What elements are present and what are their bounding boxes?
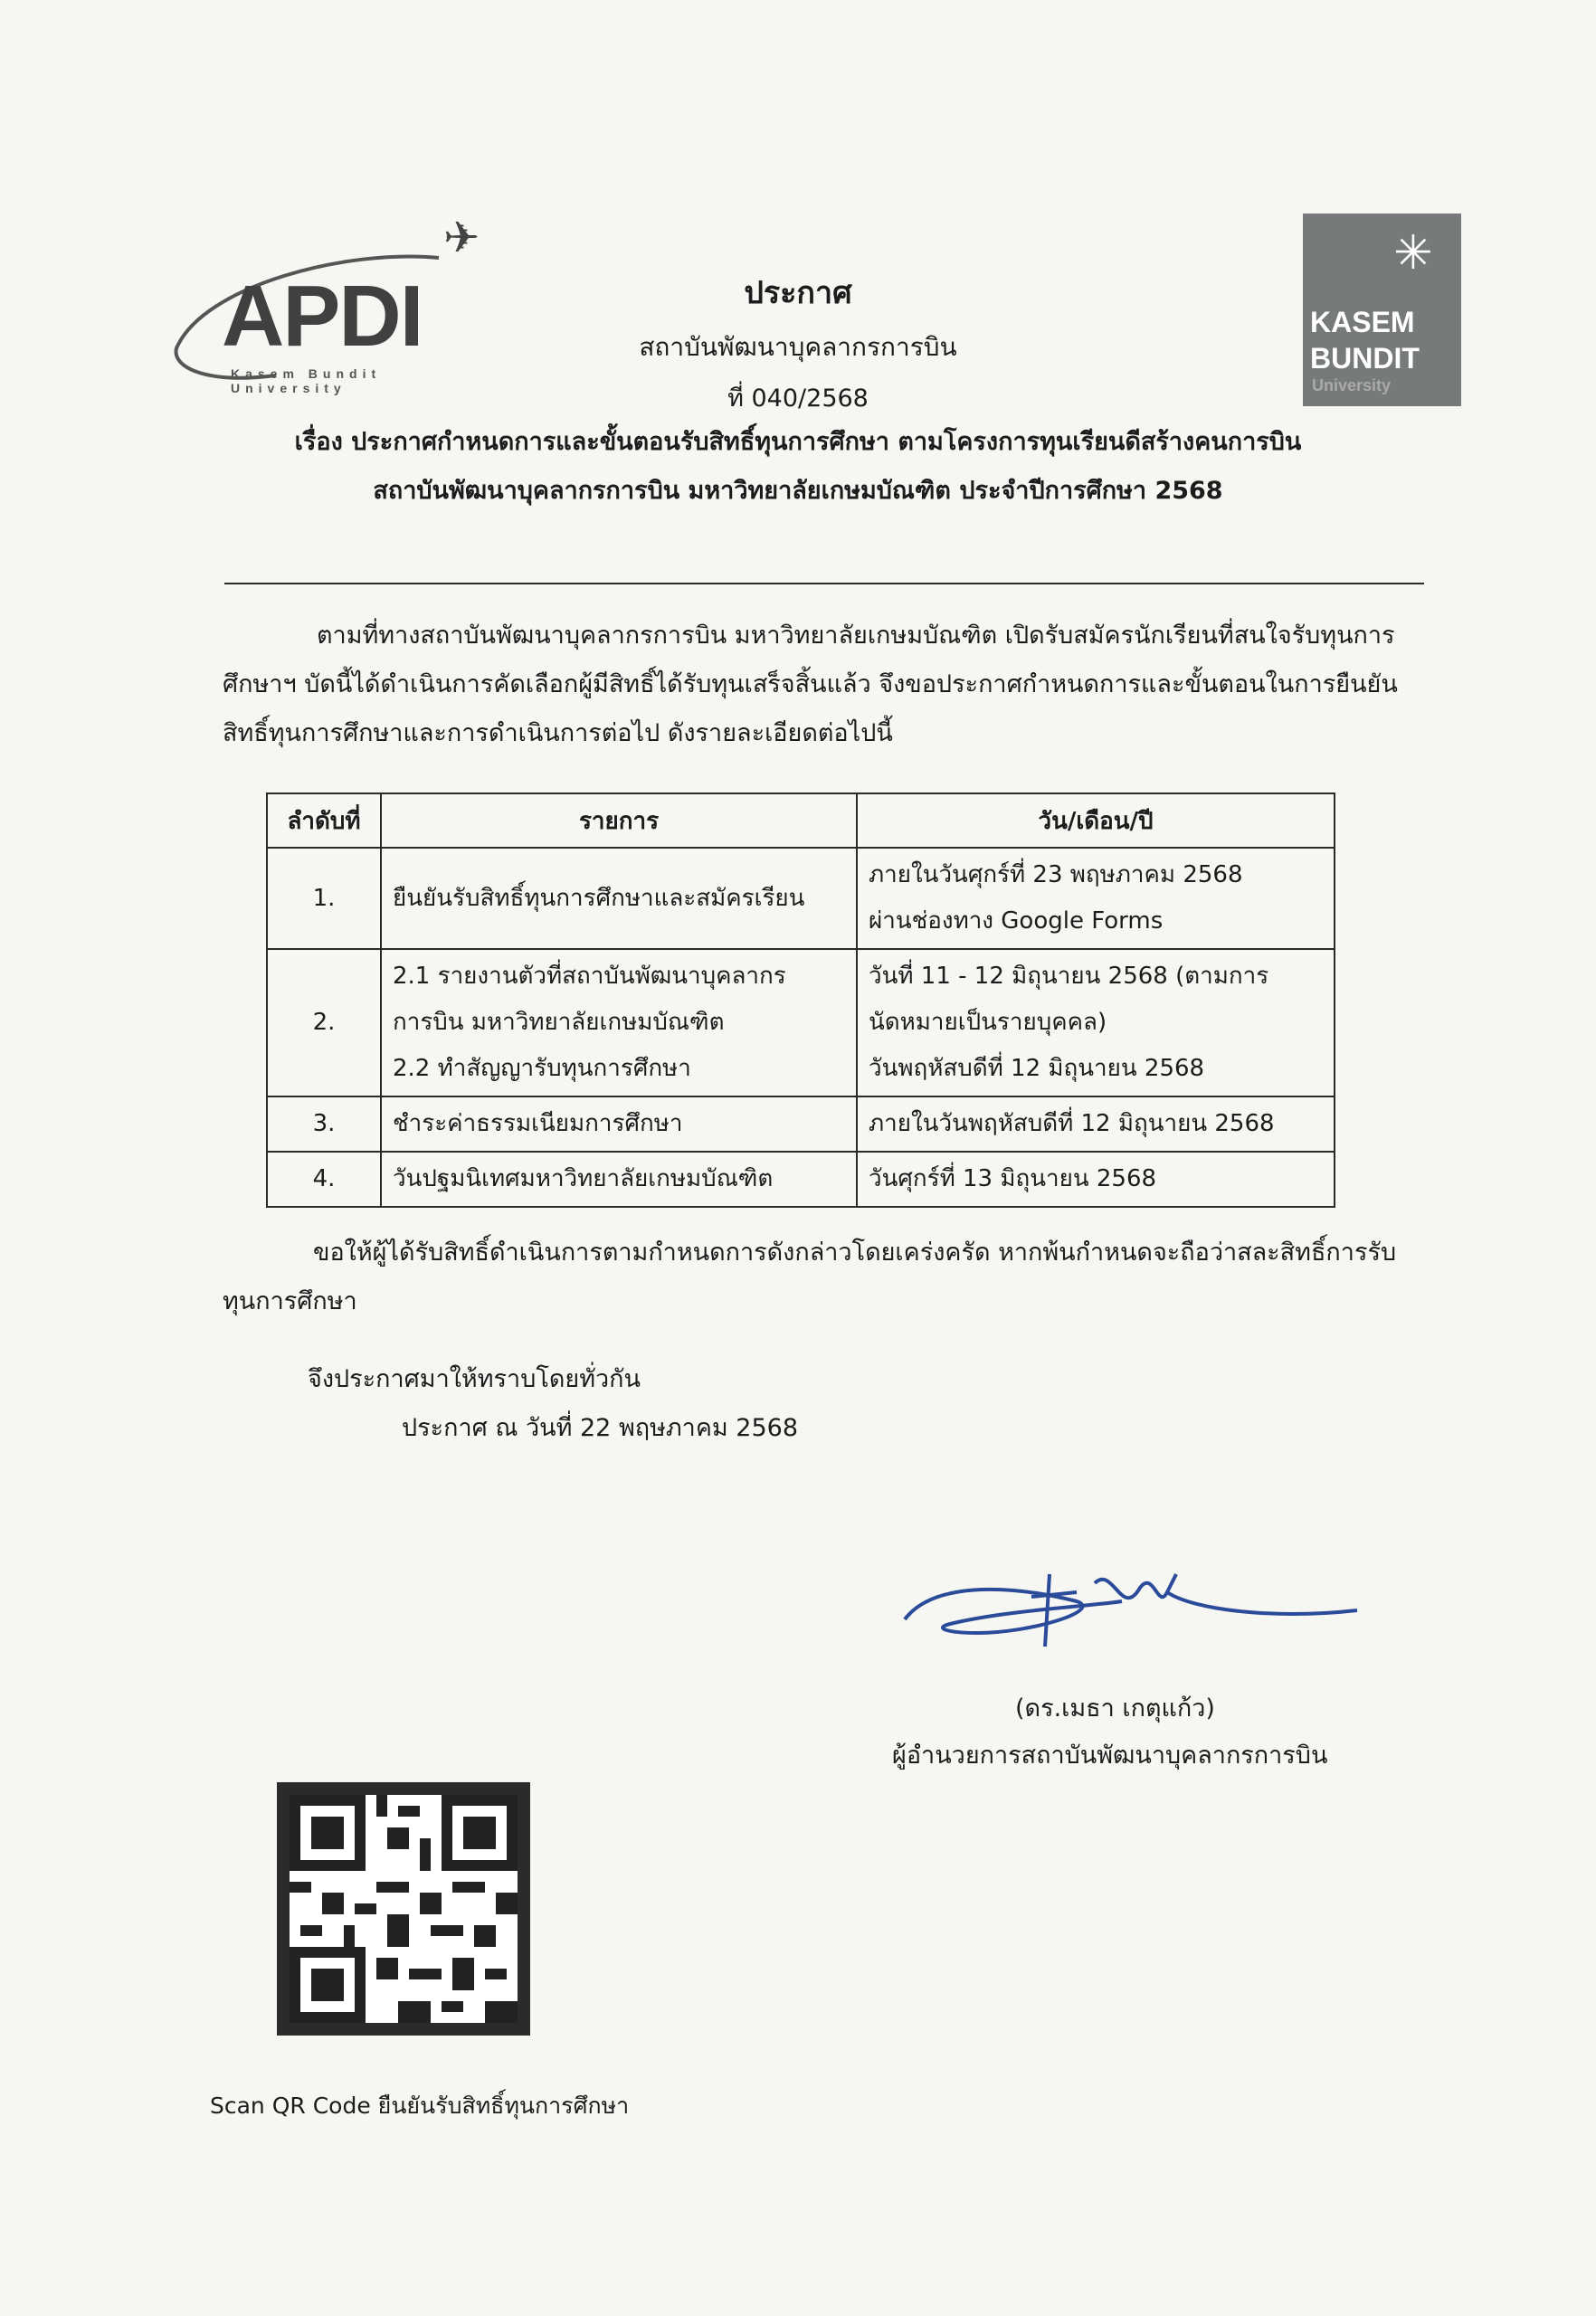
closing-paragraph: ขอให้ผู้ได้รับสิทธิ์ดำเนินการตามกำหนดการดังกล่าวโดยเคร่งครัด หากพ้นกำหนดจะถือว่าสละสิทธิ์การรับทุนการศึกษา — [223, 1239, 1397, 1315]
sparkle-icon: ✳ — [1393, 226, 1433, 280]
signer-position: ผู้อำนวยการสถาบันพัฒนาบุคลากรการบิน — [892, 1742, 1328, 1770]
row-item — [381, 949, 857, 1096]
kbu-logo-line1: KASEM — [1310, 306, 1415, 338]
row-date — [857, 848, 1335, 949]
row-item-line: การบิน มหาวิทยาลัยเกษมบัณฑิต — [393, 1009, 725, 1036]
row-number: 1. — [267, 848, 381, 949]
table-row — [267, 949, 1335, 1096]
row-item-line: ชำระค่าธรรมเนียมการศึกษา — [393, 1110, 683, 1137]
kbu-logo-line3: University — [1312, 376, 1392, 394]
table-row — [267, 848, 1335, 949]
row-date — [857, 949, 1335, 1096]
signature-image — [896, 1547, 1366, 1656]
table-header-row — [267, 793, 1335, 848]
column-header-number: ลำดับที่ — [267, 793, 381, 848]
table-row — [267, 1096, 1335, 1152]
row-date-line: วันศุกร์ที่ 13 มิถุนายน 2568 — [869, 1165, 1157, 1192]
row-item-line: ยืนยันรับสิทธิ์ทุนการศึกษาและสมัครเรียน — [393, 884, 805, 912]
qr-code-image — [290, 1795, 518, 2023]
header-divider — [224, 583, 1424, 584]
row-item — [381, 848, 857, 949]
table-row — [267, 1152, 1335, 1207]
row-date — [857, 1152, 1335, 1207]
row-date-line: วันพฤหัสบดีที่ 12 มิถุนายน 2568 — [869, 1055, 1205, 1082]
row-date — [857, 1096, 1335, 1152]
apdi-logo-text: APDI — [222, 268, 423, 365]
row-number: 4. — [267, 1152, 381, 1207]
apdi-logo-subtext: Kasem Bundit University — [231, 366, 382, 395]
column-header-date: วัน/เดือน/ปี — [857, 793, 1335, 848]
organization-name: สถาบันพัฒนาบุคลากรการบิน — [639, 332, 957, 362]
row-number: 3. — [267, 1096, 381, 1152]
column-header-item: รายการ — [381, 793, 857, 848]
intro-paragraph: ตามที่ทางสถาบันพัฒนาบุคลากรการบิน มหาวิทยาลัยเกษมบัณฑิต เปิดรับสมัครนักเรียนที่สนใจรับทุนการศึกษาฯ บัดนี้ได้ดำเนินการคัดเลือกผู้มีสิทธิ์ได้รับทุนเสร็จสิ้นแล้ว จึงขอประกาศกำหนดการและขั้นตอนในการยืนยันสิทธิ์ทุนการศึกษาและการดำเนินการต่อไป ดังรายละเอียดต่อไปนี้ — [223, 622, 1398, 747]
qr-code[interactable] — [277, 1782, 530, 2036]
row-date-line: ภายในวันพฤหัสบดีที่ 12 มิถุนายน 2568 — [869, 1110, 1275, 1137]
row-item-line: 2.2 ทำสัญญารับทุนการศึกษา — [393, 1055, 691, 1082]
row-date-line: นัดหมายเป็นรายบุคคล) — [869, 1009, 1107, 1036]
subject-line-1: เรื่อง ประกาศกำหนดการและขั้นตอนรับสิทธิ์ทุนการศึกษา ตามโครงการทุนเรียนดีสร้างคนการบิน — [294, 428, 1302, 456]
row-item — [381, 1152, 857, 1207]
signer-name: (ดร.เมธา เกตุแก้ว) — [1015, 1694, 1215, 1723]
kbu-logo-line2: BUNDIT — [1310, 342, 1420, 375]
announcement-date: ประกาศ ณ วันที่ 22 พฤษภาคม 2568 — [402, 1414, 798, 1442]
schedule-table — [266, 793, 1335, 1208]
announcement-number: ที่ 040/2568 — [727, 384, 869, 413]
row-date-line: ภายในวันศุกร์ที่ 23 พฤษภาคม 2568 — [869, 861, 1243, 888]
subject-line-2: สถาบันพัฒนาบุคลากรการบิน มหาวิทยาลัยเกษมบัณฑิต ประจำปีการศึกษา 2568 — [373, 477, 1223, 505]
announcement-title: ประกาศ — [744, 275, 852, 311]
row-item-line: 2.1 รายงานตัวที่สถาบันพัฒนาบุคลากร — [393, 963, 786, 990]
row-item-line: วันปฐมนิเทศมหาวิทยาลัยเกษมบัณฑิต — [393, 1165, 774, 1192]
row-date-line: วันที่ 11 - 12 มิถุนายน 2568 (ตามการ — [869, 963, 1269, 990]
row-date-line: ผ่านช่องทาง Google Forms — [869, 907, 1164, 935]
announcement-statement: จึงประกาศมาให้ทราบโดยทั่วกัน — [308, 1365, 641, 1393]
airplane-icon: ✈ — [443, 213, 480, 263]
qr-caption: Scan QR Code ยืนยันรับสิทธิ์ทุนการศึกษา — [210, 2093, 630, 2119]
row-number: 2. — [267, 949, 381, 1096]
row-item — [381, 1096, 857, 1152]
